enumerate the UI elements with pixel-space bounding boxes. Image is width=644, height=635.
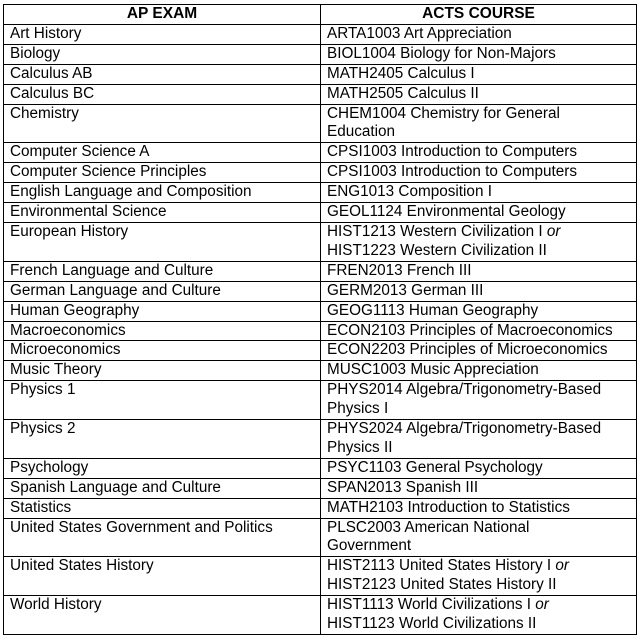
ap-exam-cell: Physics 1 bbox=[4, 381, 321, 420]
ap-exam-cell: United States History bbox=[4, 557, 321, 596]
table-row bbox=[4, 518, 637, 557]
table-row bbox=[4, 24, 637, 44]
acts-course-cell bbox=[321, 301, 637, 321]
course-line: FREN2013 French III bbox=[327, 261, 472, 279]
course-line: HIST2113 United States History I or bbox=[327, 557, 570, 575]
course-line: Education bbox=[327, 123, 396, 141]
table-row bbox=[4, 301, 637, 321]
table-row bbox=[4, 281, 637, 301]
acts-course-cell bbox=[321, 143, 637, 163]
acts-course-cell bbox=[321, 478, 637, 498]
ap-exam-cell: Physics 2 bbox=[4, 420, 321, 459]
ap-exam-cell: World History bbox=[4, 596, 321, 635]
course-line: CPSI1003 Introduction to Computers bbox=[327, 143, 577, 161]
course-line: CHEM1004 Chemistry for General bbox=[327, 104, 560, 122]
table-row bbox=[4, 183, 637, 203]
ap-exam-cell: German Language and Culture bbox=[4, 281, 321, 301]
ap-exam-cell: Microeconomics bbox=[4, 341, 321, 361]
acts-course-cell bbox=[321, 183, 637, 203]
acts-course-cell bbox=[321, 222, 637, 261]
ap-exam-cell: Psychology bbox=[4, 458, 321, 478]
table-row bbox=[4, 596, 637, 635]
course-line: HIST1113 World Civilizations I or bbox=[327, 596, 549, 614]
course-line: Physics II bbox=[327, 438, 393, 456]
table-row bbox=[4, 458, 637, 478]
acts-course-cell bbox=[321, 281, 637, 301]
table-row bbox=[4, 222, 637, 261]
course-line: Government bbox=[327, 537, 412, 555]
course-line: PHYS2024 Algebra/Trigonometry-Based bbox=[327, 420, 602, 438]
course-line: ARTA1003 Art Appreciation bbox=[327, 24, 512, 42]
course-line: HIST2123 United States History II bbox=[327, 576, 557, 594]
ap-exam-cell: Statistics bbox=[4, 498, 321, 518]
table-row bbox=[4, 84, 637, 104]
table-row bbox=[4, 498, 637, 518]
table-row bbox=[4, 557, 637, 596]
course-line: GEOG1113 Human Geography bbox=[327, 301, 539, 319]
course-line: HIST1223 Western Civilization II bbox=[327, 241, 547, 259]
acts-course-cell bbox=[321, 420, 637, 459]
acts-course-cell bbox=[321, 596, 637, 635]
acts-course-cell bbox=[321, 341, 637, 361]
acts-course-cell bbox=[321, 44, 637, 64]
course-line: SPAN2013 Spanish III bbox=[327, 478, 479, 496]
course-line: MATH2505 Calculus II bbox=[327, 84, 479, 102]
header-acts-course: ACTS COURSE bbox=[321, 5, 637, 25]
table-body bbox=[4, 24, 637, 634]
ap-exam-cell: United States Government and Politics bbox=[4, 518, 321, 557]
course-line: PHYS2014 Algebra/Trigonometry-Based bbox=[327, 381, 602, 399]
course-line: PLSC2003 American National bbox=[327, 518, 530, 536]
course-line: GERM2013 German III bbox=[327, 281, 484, 299]
ap-exam-cell: Calculus BC bbox=[4, 84, 321, 104]
acts-course-cell bbox=[321, 557, 637, 596]
ap-exam-cell: Computer Science Principles bbox=[4, 163, 321, 183]
table-row bbox=[4, 261, 637, 281]
table-row bbox=[4, 143, 637, 163]
header-ap-exam: AP EXAM bbox=[4, 5, 321, 25]
ap-exam-cell: Macroeconomics bbox=[4, 321, 321, 341]
course-line: MATH2103 Introduction to Statistics bbox=[327, 498, 570, 516]
table-row bbox=[4, 321, 637, 341]
table-row bbox=[4, 104, 637, 143]
table-row bbox=[4, 361, 637, 381]
ap-exam-cell: Chemistry bbox=[4, 104, 321, 143]
acts-course-cell bbox=[321, 104, 637, 143]
acts-course-cell bbox=[321, 321, 637, 341]
table-row bbox=[4, 163, 637, 183]
acts-course-cell bbox=[321, 381, 637, 420]
course-line: ECON2103 Principles of Macroeconomics bbox=[327, 321, 613, 339]
or-connector: or bbox=[546, 222, 561, 240]
ap-exam-cell: Biology bbox=[4, 44, 321, 64]
acts-course-cell bbox=[321, 261, 637, 281]
acts-course-cell bbox=[321, 24, 637, 44]
course-line: GEOL1124 Environmental Geology bbox=[327, 203, 566, 221]
acts-course-cell bbox=[321, 203, 637, 223]
course-line: BIOL1004 Biology for Non-Majors bbox=[327, 44, 556, 62]
table-row bbox=[4, 203, 637, 223]
acts-course-cell bbox=[321, 64, 637, 84]
ap-exam-cell: Art History bbox=[4, 24, 321, 44]
table-row bbox=[4, 478, 637, 498]
ap-course-equivalency-table bbox=[3, 4, 637, 635]
ap-exam-cell: European History bbox=[4, 222, 321, 261]
table-row bbox=[4, 64, 637, 84]
ap-exam-cell: Music Theory bbox=[4, 361, 321, 381]
ap-exam-cell: Environmental Science bbox=[4, 203, 321, 223]
table-row bbox=[4, 341, 637, 361]
course-line: MUSC1003 Music Appreciation bbox=[327, 361, 539, 379]
acts-course-cell bbox=[321, 518, 637, 557]
ap-exam-cell: Computer Science A bbox=[4, 143, 321, 163]
ap-exam-cell: French Language and Culture bbox=[4, 261, 321, 281]
acts-course-cell bbox=[321, 458, 637, 478]
ap-exam-cell: Spanish Language and Culture bbox=[4, 478, 321, 498]
ap-exam-cell: Calculus AB bbox=[4, 64, 321, 84]
or-connector: or bbox=[535, 596, 549, 614]
table-row bbox=[4, 381, 637, 420]
course-line: PSYC1103 General Psychology bbox=[327, 458, 543, 476]
acts-course-cell bbox=[321, 163, 637, 183]
table-row bbox=[4, 44, 637, 64]
course-line: HIST1123 World Civilizations II bbox=[327, 615, 537, 633]
course-line: CPSI1003 Introduction to Computers bbox=[327, 163, 577, 181]
table-row bbox=[4, 420, 637, 459]
acts-course-cell bbox=[321, 361, 637, 381]
course-line: ENG1013 Composition I bbox=[327, 183, 492, 201]
ap-exam-cell: Human Geography bbox=[4, 301, 321, 321]
course-line: HIST1213 Western Civilization I or bbox=[327, 222, 561, 240]
acts-course-cell bbox=[321, 498, 637, 518]
course-line: Physics I bbox=[327, 400, 389, 418]
or-connector: or bbox=[555, 557, 570, 575]
course-line: MATH2405 Calculus I bbox=[327, 64, 475, 82]
header-row bbox=[4, 5, 637, 25]
ap-exam-cell: English Language and Composition bbox=[4, 183, 321, 203]
acts-course-cell bbox=[321, 84, 637, 104]
course-line: ECON2203 Principles of Microeconomics bbox=[327, 341, 608, 359]
